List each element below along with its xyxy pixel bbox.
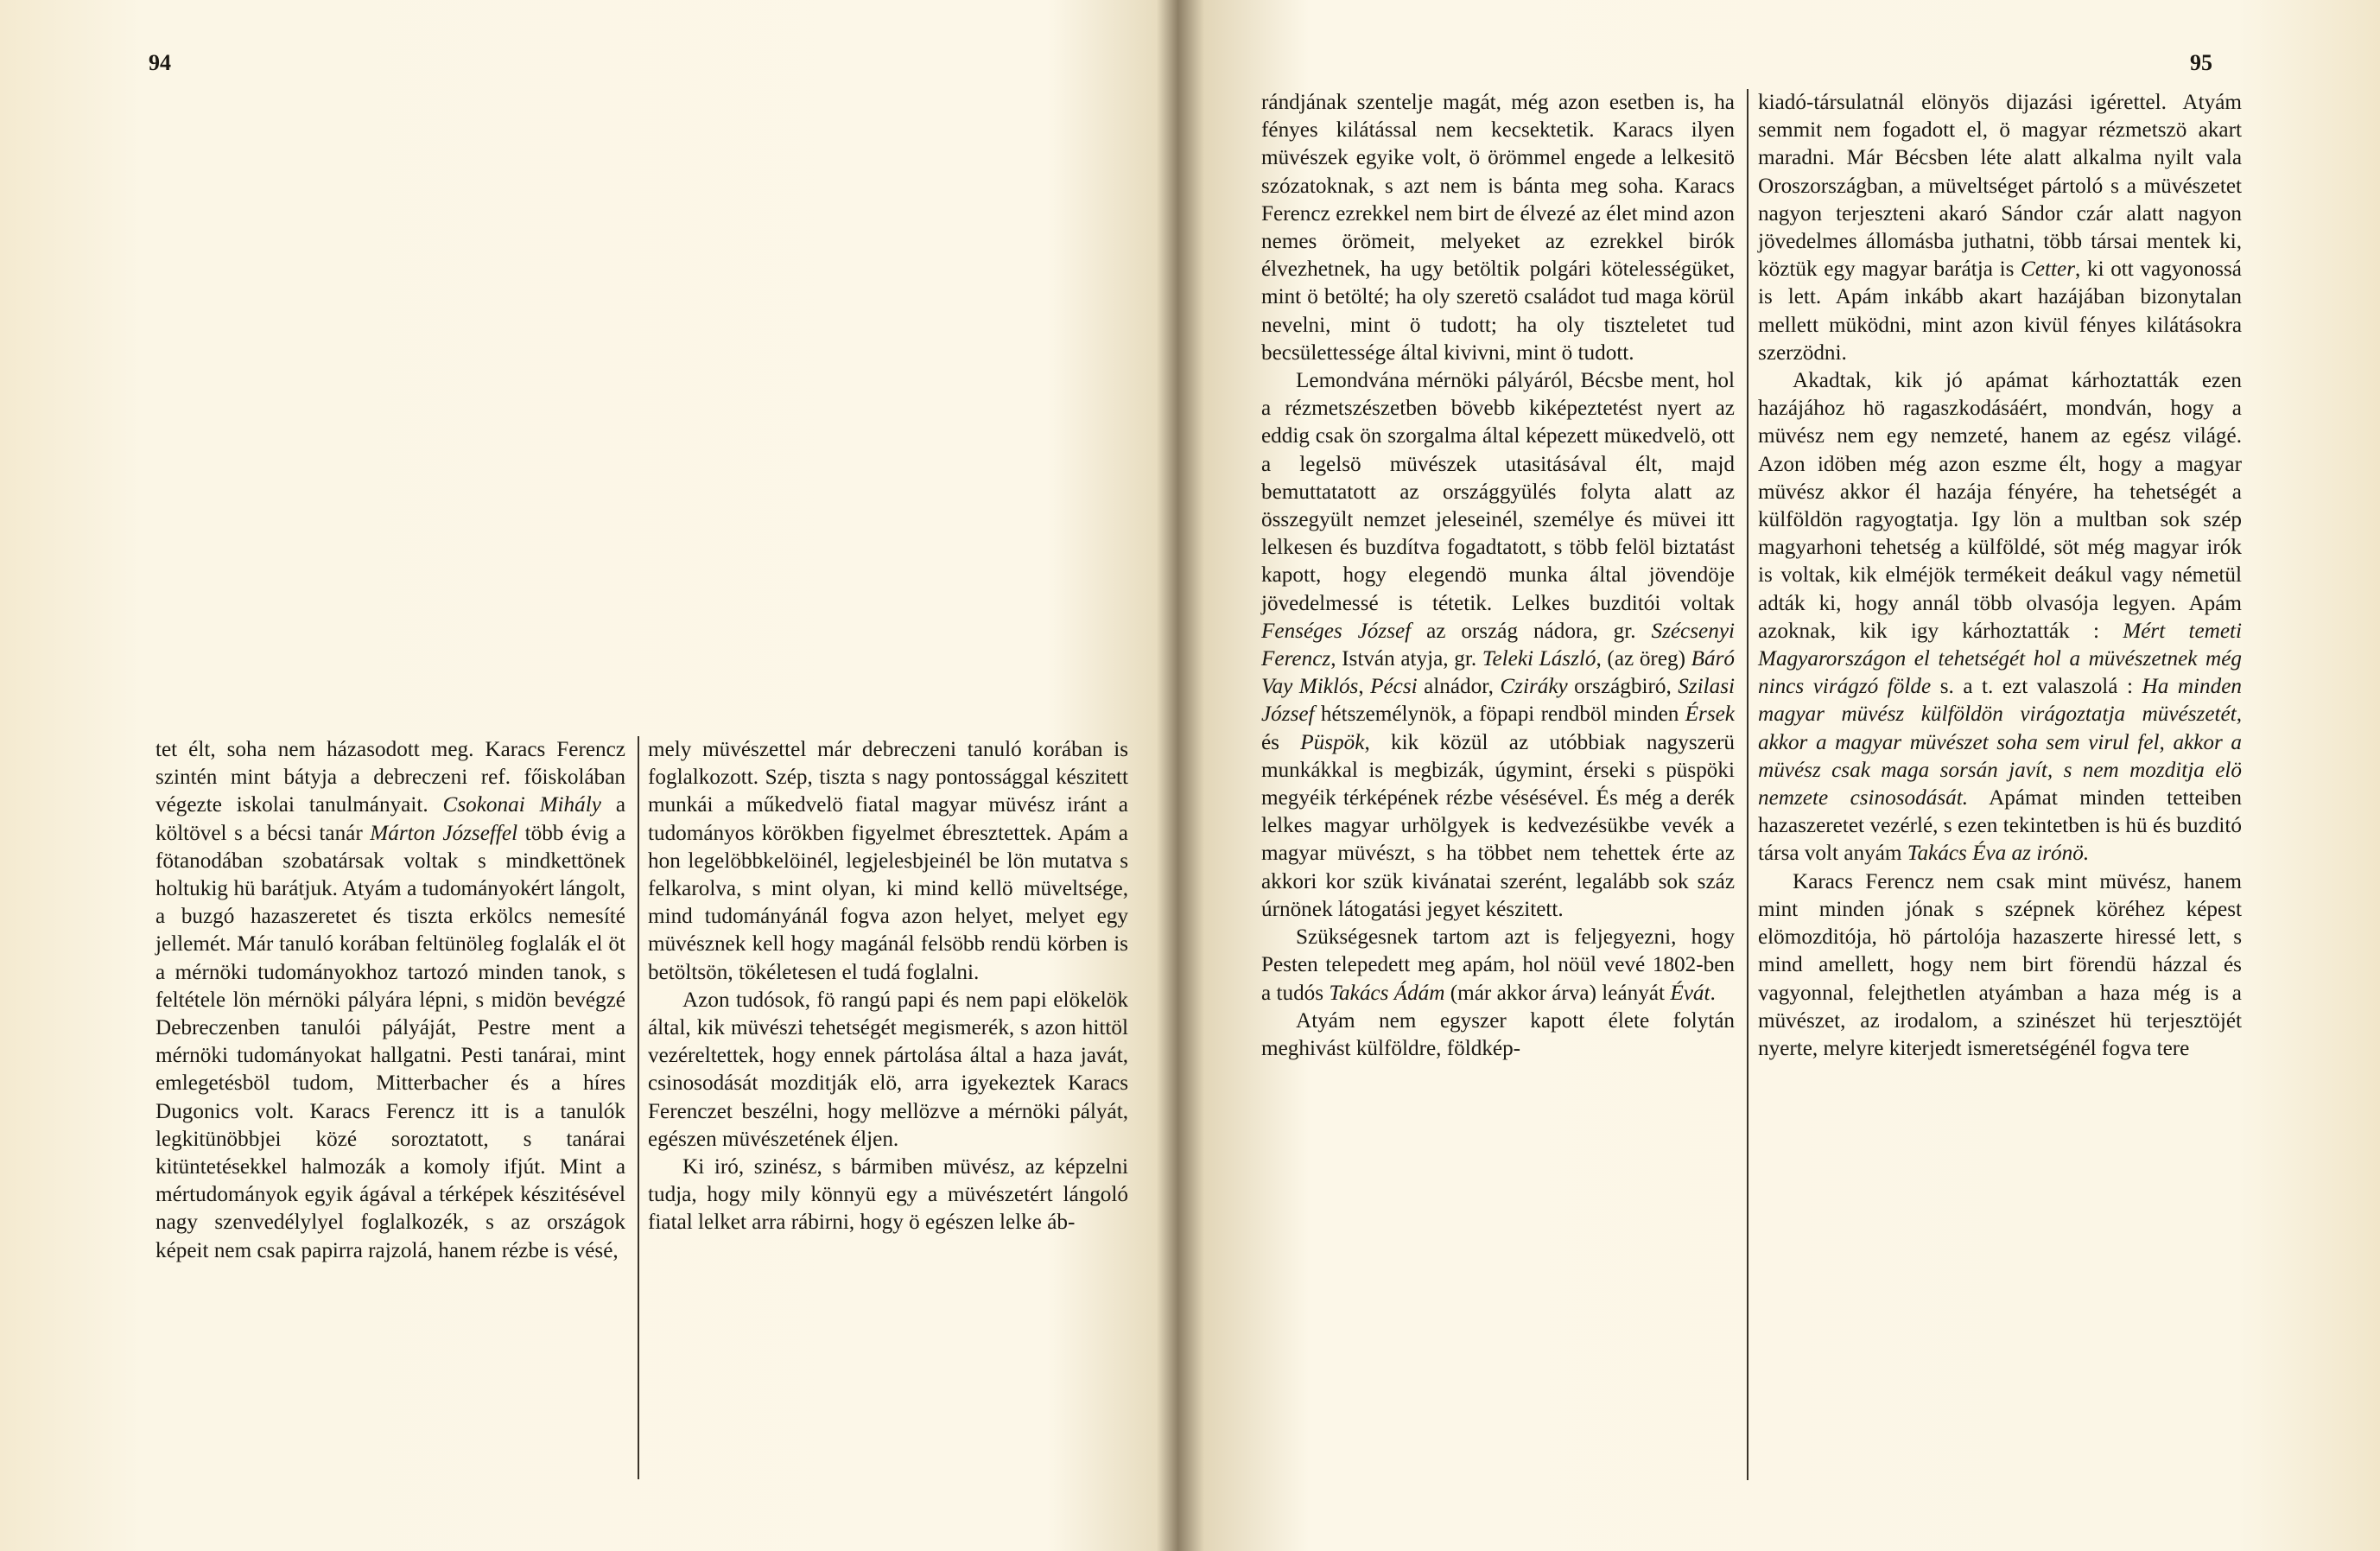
right-page xyxy=(1192,0,2380,1551)
paragraph: mely müvészettel már debreczeni tanuló korában is foglalkozott. Szép, tiszta s nagy pontossággal készitett munkái a műkedvelö fiatal magyar müvész iránt a tudományos körökben figyelmet ébresztettek. Apám a hon legelöbbkelöinél, legjelesbjeinél be lön mutatva s felkarolva, s mint olyan, ki mind kellö müveltsége, mind tudományánál fogva azon helyet, melyet egy müvésznek kell hogy magánál felsöbb rendü körben is betöltsön, tökéletesen el tudá foglalni. xyxy=(648,738,1128,984)
text-column-4 xyxy=(1758,89,2242,1063)
paragraph: kiadó-társulatnál elönyös dijazási igérettel. Atyám semmit nem fogadott el, ö magyar rézmetszö akart maradni. Már Bécsben léte alatt alkalma nyilt vala Oroszországban, a müveltséget pártoló s a müvészetet nagyon terjeszteni akaró Sándor czár alatt nagyon jövedelmes állomásba juthatni, több társai mentek ki, köztük egy magyar barátja is Cetter, ki ott vagyonossá is lett. Apám inkább akart hazájában bizonytalan mellett müködni, mint azon kivül fényes kilátásokra szerzödni. xyxy=(1758,91,2242,365)
paragraph: Atyám nem egyszer kapott élete folytán meghivást külföldre, földkép- xyxy=(1261,1008,1735,1060)
paragraph: rándjának szentelje magát, még azon esetben is, ha fényes kilátással nem kecsektetik. Karacs ilyen müvészek egyike volt, ö örömmel engede a lelkesitö szózatoknak, s azt nem is bánta meg soha. Karacs Ferencz ezrekkel nem birt de élvezé az élet mind azon nemes örömeit, melyeket az ezrekkel birók élvezhetnek, ha ugy betöltik polgári kötelességüket, mint ö betölté; ha oly szeretö családot tud maga körül nevelni, mint ö tudott; ha oly tiszteletet tud becsülettessége által kivivni, mint ö tudott. xyxy=(1261,91,1735,365)
paragraph: Karacs Ferencz nem csak mint müvész, hanem mint minden jónak s szépnek köréhez képest elömozditója, hö pártolója hazaszerte hiressé lett, s mind amellett, hogy nem birt förendü házzal és vagyonnal, felejthetlen atyámban a haza még is a müvészet, az irodalom, a szinészet hü terjesztöjét nyerte, melyre kiterjedt ismeretségénél fogva tere xyxy=(1758,869,2242,1060)
text-column-2 xyxy=(648,736,1128,1237)
right-page-number: 95 xyxy=(2190,50,2212,75)
paragraph: Akadtak, kik jó apámat kárhoztatták ezen hazájához hö ragaszkodásáért, mondván, hogy a müvész nem egy nemzeté, hanem az egész világé. Azon idöben még azon eszme élt, hogy a magyar müvész akkor él hazája fényére, ha tehetségét a külföldön ragyogtatja. Igy lön a multban sok szép magyarhoni tehetség a külföldé, söt még magyar irók is voltak, kik elméjök termékeit deákul vagy németül adták ki, hogy annál több olvasója legyen. Apám azoknak, kik igy kárhoztatták : Mért temeti Magyarországon el tehetségét hol a müvészetnek még nincs virágzó földe s. a t. ezt valaszolá : Ha minden magyar müvész külföldön virágoztatja müvészetét, akkor a magyar müvészet soha sem virul fel, akkor a müvész csak maga sorsán javít, s nem mozditja elö nemzete csinosodását. Apámat minden tetteiben hazaszeretet vezérlé, s ezen tekintetben is hü és buzditó társa volt anyám Takács Éva az irónö. xyxy=(1758,369,2243,866)
column-rule xyxy=(638,736,639,1479)
paragraph: Lemondvána mérnöki pályáról, Bécsbe ment, hol a rézmetszészetben bövebb kiképeztetést nyert az eddig csak ön szorgalma által képezett müкedvelö, ott a legelsö müvészek utasitásával élt, majd bemuttatatott az országgyülés folyta alatt az összegyült nemzet jeleseinél, személye és müvei itt lelkesen és buzdítva fogadtatott, s több felöl biztatást kapott, hogy elegendö munka által jövendöje jövedelmessé is tétetik. Lelkes buzditói voltak Fenséges József az ország nádora, gr. Szécsenyi Ferencz, István atyja, gr. Teleki László, (az öreg) Báró Vay Miklós, Pécsi alnádor, Cziráky országbiró, Szilasi József hétszemélynök, a föpapi rendböl minden Érsek és Püspök, kik közül az utóbbiak nagyszerü munkákkal is megbizák, úgymint, érseki s püspöki megyéik térképének rézbe vésésével. És még a derék lelkes magyar urhölgyek is kedvezésükbe vevék a magyar müvészt, s ha többet nem tehettek érte az akkori kor szük kivánatai szerént, legalább sok száz úrnönek látogatási jegyet készitett. xyxy=(1261,369,1736,921)
paragraph: Szükségesnek tartom azt is feljegyezni, hogy Pesten telepedett meg apám, hol nöül vevé 1802-ben a tudós Takács Ádám (már akkor árva) leányát Évát. xyxy=(1261,925,1735,1005)
column-rule xyxy=(1747,89,1749,1480)
paragraph: tet élt, soha nem házasodott meg. Karacs Ferencz szintén mint bátyja a debreczeni ref. főiskolában végezte iskolai tanulmányait. Csokonai Mihály a költövel s a bécsi tanár Márton Józseffel több évig a fötanodában szobatársak voltak s mindkettönek holtukig hü barátjuk. Atyám a tudományokért lángolt, a buzgó hazaszeretet és tiszta erkölcs nemesíté jellemét. Már tanuló korában feltünöleg foglalák el öt a mérnöki tudományokhoz tartozó minden tanok, s feltétele lön mérnöki pályára lépni, s midön bevégzé Debreczenben tanulói pályáját, Pestre ment a mérnöki tudományokat hallgatni. Pesti tanárai, mint emlegetésböl tudom, Mitterbacher és a híres Dugonics volt. Karacs Ferencz itt is a tanulók legkitünöbbjei közé soroztatott, s tanárai kitüntetésekkel halmozák a komoly ifjút. Mint a mértudományok egyik ágával a térképek készitésével nagy szenvedélylyel foglalkozék, s az országok képeit nem csak papirra rajzolá, hanem rézbe is vésé, xyxy=(155,738,626,1262)
text-column-3 xyxy=(1261,89,1735,1063)
paragraph: Azon tudósok, fö rangú papi és nem papi elökelök által, kik müvészi tehetségét megismerék, s azon hittöl vezéreltettek, hogy ennek pártolása által a haza javát, csinosodását mozditják elö, arra igyekeztek Karacs Ferenczet beszélni, hogy mellözve a mérnöki pályát, egészen müvészetének éljen. xyxy=(648,988,1128,1151)
left-page xyxy=(0,0,1171,1551)
engraved-portrait-icon xyxy=(363,99,916,704)
paragraph: Ki iró, szinész, s bármiben müvész, az képzelni tudja, hogy mily könnyü egy a müvészetért lángoló fiatal lelket arra rábirni, hogy ö egészen lelke áb- xyxy=(648,1155,1128,1235)
left-page-number: 94 xyxy=(149,50,171,75)
text-column-1 xyxy=(155,736,625,1265)
